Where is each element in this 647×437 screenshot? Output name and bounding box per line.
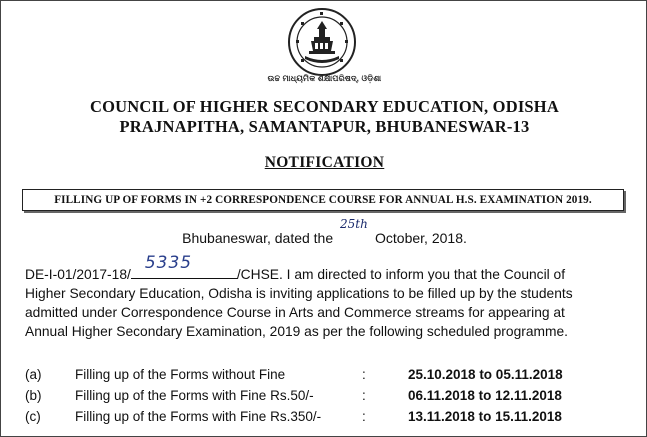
handwritten-day [337,217,375,243]
schedule-description: Filling up of the Forms without Fine [75,367,286,382]
council-address: PRAJNAPITHA, SAMANTAPUR, BHUBANESWAR-13 [119,117,530,136]
schedule-description: Filling up of the Forms with Fine Rs.50/- [75,388,314,403]
notification-body [25,253,628,341]
notification-title: NOTIFICATION [264,154,385,171]
schedule-row [25,388,628,407]
schedule-label: (b) [25,388,42,403]
schedule-dates: 13.11.2018 to 15.11.2018 [408,409,562,424]
dated-line [1,217,647,246]
council-name: COUNCIL OF HIGHER SECONDARY EDUCATION, ODISHA [90,97,559,116]
schedule-row [25,409,628,428]
schedule-dates: 25.10.2018 to 05.11.2018 [408,367,563,382]
reference-number-blank [131,253,237,279]
body-line-2: Higher Secondary Education, Odisha is inviting applications to be filled up by the students [25,286,573,301]
handwritten-reference-number: 5335 [144,253,193,273]
notification-title-row [1,154,647,172]
schedule-label: (a) [25,367,42,382]
dated-suffix: October, 2018. [375,230,467,246]
handwritten-day-text: 25th [340,217,368,231]
council-seal-logo [287,7,357,77]
body-line-1-rest: /CHSE. I am directed to inform you that the Council of [236,267,566,282]
seal-caption: ଉଚ୍ଚ ମାଧ୍ୟମିକ ଶିକ୍ଷାପରିଷଦ୍, ଓଡ଼ିଶା [267,74,382,83]
reference-prefix: DE-I-01/2017-18/ [25,267,131,282]
schedule-colon: : [362,388,366,403]
schedule-description: Filling up of the Forms with Fine Rs.350/- [75,409,322,424]
council-heading [1,97,647,137]
body-line-4: Annual Higher Secondary Examination, 2019 as per the following scheduled programme. [25,324,568,339]
schedule-dates: 06.11.2018 to 12.11.2018 [408,388,562,403]
schedule-colon: : [362,409,366,424]
body-line-3: admitted under Correspondence Course in Arts and Commerce streams for appearing at [25,305,565,320]
schedule-label: (c) [25,409,41,424]
subject-box: FILLING UP OF FORMS IN +2 CORRESPONDENCE COURSE FOR ANNUAL H.S. EXAMINATION 2019. [22,189,624,211]
body-line-1 [25,253,628,284]
dated-prefix: Bhubaneswar, dated the [182,230,334,246]
schedule-colon: : [362,367,366,382]
schedule-row [25,367,628,386]
